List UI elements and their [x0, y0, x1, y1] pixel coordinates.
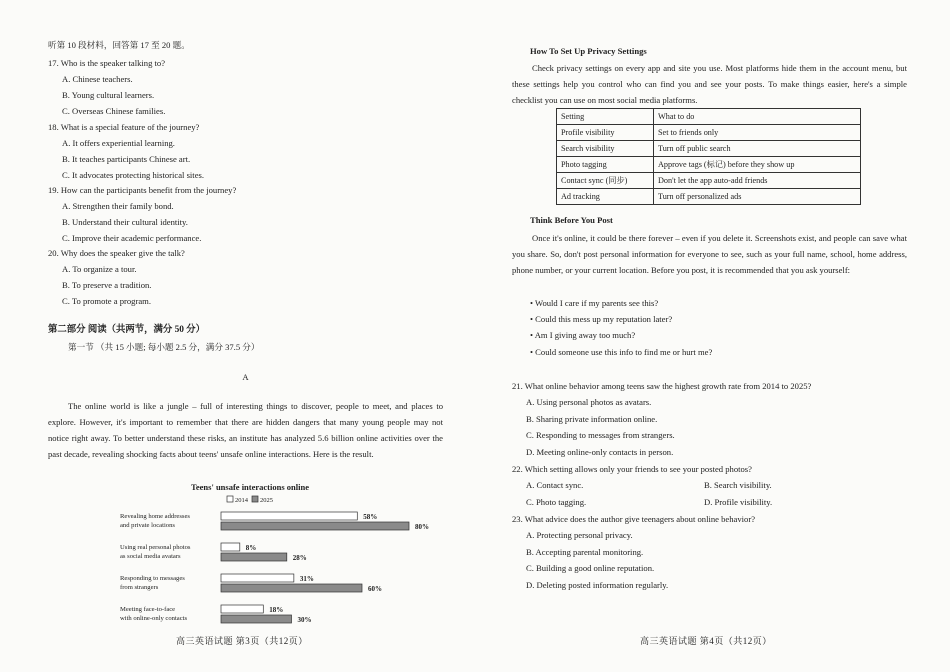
- setting-cell: Setting: [557, 109, 654, 125]
- passage-letter: A: [242, 372, 249, 382]
- think-paragraph: Once it's online, it could be there forever – even if you delete it. Screenshots exist, and people can save what you share. So, don't post personal information for everyone to see, such as your full name, school, home address, phone number, or your current location. Before you post, it is recommended that you ask yourself:: [512, 233, 907, 275]
- option-17c: C. Overseas Chinese families.: [62, 106, 166, 116]
- option-17a: A. Chinese teachers.: [62, 74, 133, 84]
- question-21: 21. What online behavior among teens saw the highest growth rate from 2014 to 2025?: [512, 381, 812, 391]
- think-heading: Think Before You Post: [530, 215, 613, 225]
- setting-cell: Contact sync (同步): [557, 173, 654, 189]
- table-row: [557, 141, 861, 157]
- bullet-item: • Could someone use this info to find me or hurt me?: [530, 347, 713, 357]
- setting-cell: Photo tagging: [557, 157, 654, 173]
- option-19b: B. Understand their cultural identity.: [62, 217, 188, 227]
- option-23d: D. Deleting posted information regularly.: [526, 580, 669, 590]
- chart-title: Teens' unsafe interactions online: [191, 482, 309, 492]
- legend-label-2025: 2025: [260, 497, 273, 504]
- action-cell: Turn off personalized ads: [654, 189, 861, 205]
- left-page-footer: 高三英语试题 第3页（共12页）: [176, 636, 308, 646]
- action-cell: Approve tags (标记) before they show up: [654, 157, 861, 173]
- option-20c: C. To promote a program.: [62, 296, 151, 306]
- option-20b: B. To preserve a tradition.: [62, 280, 152, 290]
- option-22a: A. Contact sync.: [526, 480, 584, 490]
- action-cell: Turn off public search: [654, 141, 861, 157]
- option-21a: A. Using personal photos as avatars.: [526, 397, 652, 407]
- category-label: Revealing home addresses: [120, 513, 190, 520]
- category-label: and private locations: [120, 522, 175, 529]
- option-21c: C. Responding to messages from strangers.: [526, 430, 675, 440]
- data-label-2025: 60%: [368, 585, 382, 593]
- part2-heading: 第二部分 阅读（共两节，满分 50 分）: [48, 325, 206, 335]
- data-label-2014: 31%: [299, 575, 314, 583]
- table-row: [557, 189, 861, 205]
- category-label: Responding to messages: [120, 575, 185, 582]
- data-label-2025: 30%: [297, 616, 312, 624]
- teens-unsafe-interactions-chart: [120, 480, 429, 625]
- passage-a-paragraph: The online world is like a jungle – full of interesting things to discover, people to meet, and places to explore. However, it's important to remember that there are hidden dangers that many young people may not notice right away. To better understand these risks, an institute has analyzed 5.6 billion online activities over the past decade, revealing shocking facts about teens' unsafe online interactions. Here is the result.: [48, 401, 443, 459]
- privacy-checklist-table: [556, 108, 861, 205]
- question-17: 17. Who is the speaker talking to?: [48, 58, 166, 68]
- action-cell: What to do: [654, 109, 861, 125]
- question-19: 19. How can the participants benefit from the journey?: [48, 185, 237, 195]
- table-row: [557, 173, 861, 189]
- category-label: with online-only contacts: [120, 615, 188, 622]
- action-cell: Set to friends only: [654, 125, 861, 141]
- action-cell: Don't let the app auto-add friends: [654, 173, 861, 189]
- bar-2014: [221, 543, 240, 551]
- option-21b: B. Sharing private information online.: [526, 414, 658, 424]
- data-label-2014: 8%: [245, 544, 257, 552]
- option-23c: C. Building a good online reputation.: [526, 563, 655, 573]
- setting-cell: Ad tracking: [557, 189, 654, 205]
- option-22d: D. Profile visibility.: [704, 497, 773, 507]
- category-label: Using real personal photos: [120, 544, 191, 551]
- question-23: 23. What advice does the author give teenagers about online behavior?: [512, 514, 756, 524]
- question-22: 22. Which setting allows only your friends to see your posted photos?: [512, 464, 752, 474]
- legend-swatch-2025: [252, 496, 258, 502]
- bullet-item: • Would I care if my parents see this?: [530, 298, 659, 308]
- option-23a: A. Protecting personal privacy.: [526, 530, 633, 540]
- table-row: [557, 125, 861, 141]
- bullet-item: • Could this mess up my reputation later?: [530, 314, 673, 324]
- option-19a: A. Strengthen their family bond.: [62, 201, 174, 211]
- setting-cell: Profile visibility: [557, 125, 654, 141]
- data-label-2025: 80%: [415, 523, 429, 531]
- bar-2025: [221, 553, 287, 561]
- bar-2014: [221, 512, 357, 520]
- option-19c: C. Improve their academic performance.: [62, 233, 202, 243]
- option-21d: D. Meeting online-only contacts in person.: [526, 447, 674, 457]
- option-18a: A. It offers experiential learning.: [62, 138, 175, 148]
- option-22c: C. Photo tagging.: [526, 497, 587, 507]
- table-row: [557, 157, 861, 173]
- listening-intro: 听第 10 段材料，回答第 17 至 20 题。: [48, 40, 190, 50]
- bar-2025: [221, 584, 362, 592]
- data-label-2014: 18%: [269, 606, 284, 614]
- option-17b: B. Young cultural learners.: [62, 90, 155, 100]
- bar-2014: [221, 574, 294, 582]
- category-label: from strangers: [120, 584, 159, 591]
- question-20: 20. Why does the speaker give the talk?: [48, 248, 185, 258]
- category-label: as social media avatars: [120, 553, 181, 560]
- bar-2025: [221, 522, 409, 530]
- option-22b: B. Search visibility.: [704, 480, 772, 490]
- bar-2025: [221, 615, 292, 623]
- section1-heading: 第一节 （共 15 小题; 每小题 2.5 分，满分 37.5 分）: [68, 342, 260, 352]
- setting-cell: Search visibility: [557, 141, 654, 157]
- privacy-paragraph: Check privacy settings on every app and site you use. Most platforms hide them in the account menu, but these settings help you control who can find you and see your posts. To make things easier, here's a simple checklist you can use on most social media platforms.: [512, 63, 907, 105]
- question-18: 18. What is a special feature of the journey?: [48, 122, 200, 132]
- category-label: Meeting face-to-face: [120, 606, 176, 613]
- right-page-footer: 高三英语试题 第4页（共12页）: [640, 636, 772, 646]
- legend-swatch-2014: [227, 496, 233, 502]
- privacy-heading: How To Set Up Privacy Settings: [530, 46, 647, 56]
- legend-label-2014: 2014: [235, 497, 248, 504]
- table-row: [557, 109, 861, 125]
- bullet-item: • Am I giving away too much?: [530, 330, 636, 340]
- data-label-2025: 28%: [292, 554, 307, 562]
- option-18c: C. It advocates protecting historical sites.: [62, 170, 204, 180]
- option-20a: A. To organize a tour.: [62, 264, 137, 274]
- data-label-2014: 58%: [363, 513, 378, 521]
- option-23b: B. Accepting parental monitoring.: [526, 547, 644, 557]
- bar-2014: [221, 605, 263, 613]
- option-18b: B. It teaches participants Chinese art.: [62, 154, 191, 164]
